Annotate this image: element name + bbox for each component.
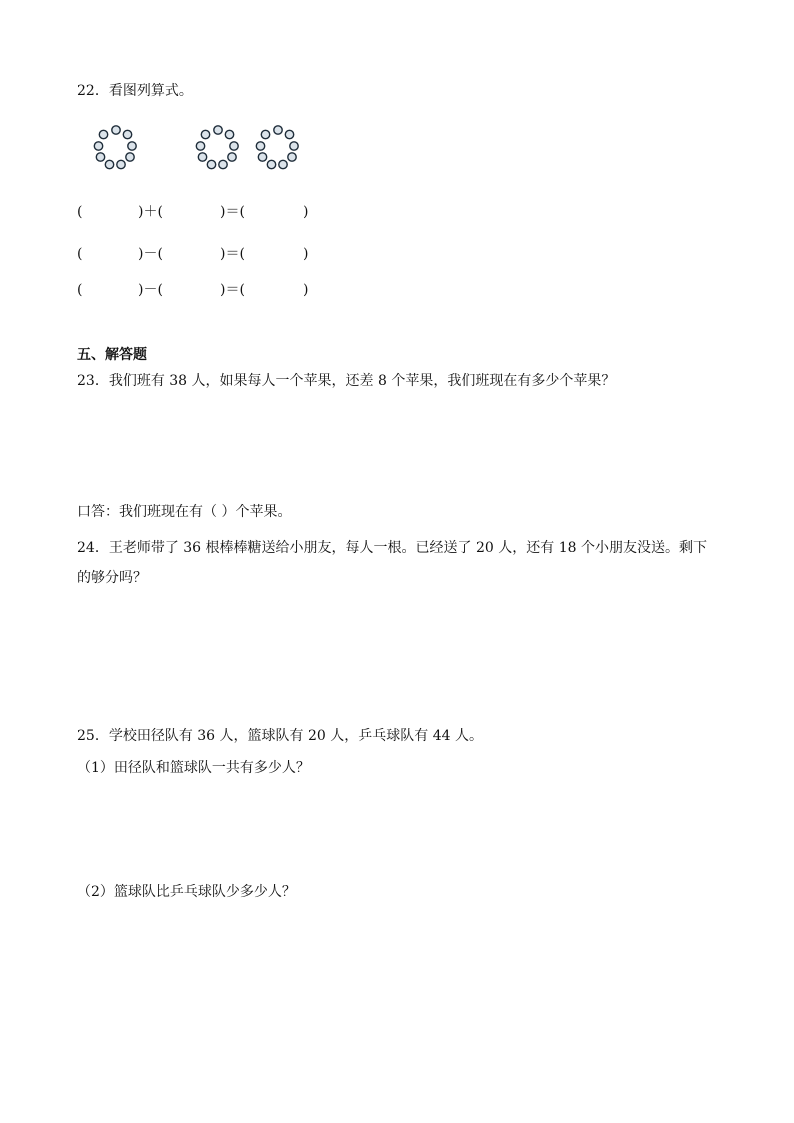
paren-close: ) [303, 246, 309, 262]
bead-ring-icon [194, 124, 242, 172]
operator: )＋( [138, 204, 163, 220]
paren-open: ( [77, 282, 83, 298]
sub-question-1: （1）田径队和篮球队一共有多少人？ [77, 760, 310, 776]
question-22-title: 22．看图列算式。 [77, 83, 193, 99]
question-23: 23．我们班有 38 人，如果每人一个苹果，还差 8 个苹果，我们班现在有多少个苹果？ [77, 373, 616, 389]
operator: )－( [138, 246, 163, 262]
equals: )＝( [220, 282, 245, 298]
paren-open: ( [77, 246, 83, 262]
question-25: 25．学校田径队有 36 人，篮球队有 20 人，乒乓球队有 44 人。 [77, 728, 483, 744]
equals: )＝( [220, 246, 245, 262]
operator: )－( [138, 282, 163, 298]
paren-close: ) [303, 282, 309, 298]
question-24-line-2: 的够分吗？ [77, 570, 147, 586]
section-heading: 五、解答题 [77, 347, 147, 363]
sub-question-2: （2）篮球队比乒乓球队少多少人？ [77, 884, 296, 900]
equals: )＝( [220, 204, 245, 220]
question-24-line-1: 24．王老师带了 36 根棒棒糖送给小朋友，每人一根。已经送了 20 人，还有 18 个小朋友没送。剩下 [77, 540, 707, 556]
bead-ring-icon [254, 124, 302, 172]
bead-ring-icon [92, 124, 140, 172]
paren-close: ) [303, 204, 309, 220]
paren-open: ( [77, 204, 83, 220]
answer-line: 口答：我们班现在有（ ）个苹果。 [77, 504, 292, 520]
